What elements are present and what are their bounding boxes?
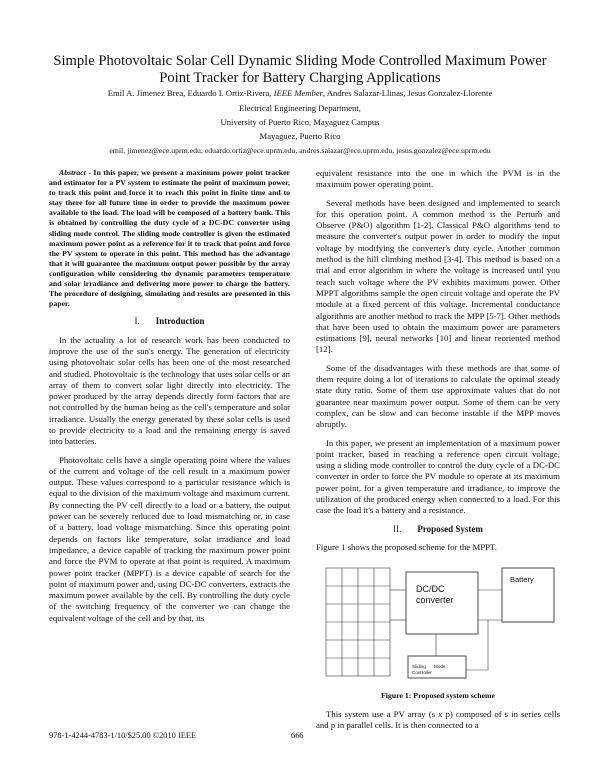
figure-intro: Figure 1 shows the proposed scheme for the MPPT. — [316, 541, 497, 552]
paragraph: Photovoltaic cells have a single operating point where the values of the current and voltage of the cell result in a maximum power output. These values correspond to a particular resistance which is equal to the division of the maximum voltage and maximum current. By connecting the PV cell directly to a load or a battery, the output power can be severely reduced due to load mismatching or, in case of a battery, load voltage mismatching. Since this operating point depends on factors like temperature, solar irradiance and load impedance, a device capable of tracking the maximum power point and force the PVM to operate at that point is required. A maximum power point tracker (MPPT) is a device capable of search for the point of maximum power and, using DC-DC converters, extracts the maximum power available by the cell. By controlling the duty cycle of the switching frequency of the converter we can change the equivalent voltage of the cell and by that, its — [49, 454, 290, 623]
pv-array — [326, 568, 390, 676]
paragraph: equivalent resistance into the one in which the PVM is in the maximum power operating point. — [316, 168, 560, 190]
abstract-text: - In this paper, we present a maximum power point tracker and estimator for a PV system to estimate the point of maximum power, to track this point and force it to reach this point in finite time and to stay there for all future time in order to provide the maximum power available to the load. The load will be composed of a battery bank. This is obtained by controlling the duty cycle of a DC-DC converter using sliding mode control. The sliding mode controller is given the estimated maximum power point as a reference for it to track that point and force the PV system to operate in this point. This method has the advantage that it will guarantee the maximum output power possible by the array configuration while considering the dynamic parameters temperature and solar irradiance and delivering more power to charge the battery. The procedure of designing, simulating and results are presented in this paper. — [49, 168, 290, 309]
page-number: 666 — [291, 731, 304, 740]
footer-isbn: 978-1-4244-4783-1/10/$25.00 ©2010 IEEE — [49, 731, 197, 740]
battery-label: Battery — [510, 575, 534, 585]
paper-title: Simple Photovoltaic Solar Cell Dynamic Sliding Mode Controlled Maximum Power Point Tracker for Battery Charging Applications — [53, 53, 547, 86]
paragraph: Several methods have been designed and implemented to search for this operation point. A common method is the Perturb and Observe (P&O) algorithm [1-2]. Classical P&O algorithms tend to measure the converter's output power in order to modify the input voltage by modifying the converter's duty cycle. Another common method is the hill climbing method [3-4]. This method is based on a trial and error algorithm in where the voltage is increased until you reach such voltage where the PV exhibits maximum power. Other MPPT algorithms sample the open circuit voltage and operate the PV module at a fixed percent of this voltage. Incremental conductance algorithms are another method to track the MPP [5-7]. Other methods that have been used to obtain the maximum power are parameters estimations [9], neural networks [10] and linear reoriented method [12]. — [316, 197, 560, 355]
authors-part1: Emil A. Jimenez Brea, Eduardo I. Ortiz-Rivera, — [107, 88, 274, 98]
paragraph: In this paper, we present an implementation of a maximum power point tracker, based in reaching a reference open circuit voltage, using a sliding mode controller to control the duty cycle of a DC-DC converter in order to force the PV module to operate at its maximum power point, for a given temperature and irradiance, to improve the utilization of the produced energy when connected to a load. For this case the load it's a battery and a resistance. — [316, 437, 560, 516]
section-heading-proposed-system — [316, 524, 560, 535]
affiliation-city: Mayaguez, Puerto Rico — [259, 131, 341, 141]
affiliation-univ: University of Puerto Rico, Mayaguez Campus — [220, 117, 380, 127]
right-column — [316, 168, 560, 738]
paragraph: Some of the disadvantages with these methods are that some of them require doing a lot of iterations to calculate the optimal steady state duty ratio. Some of them use approximate values that do not guarantee near maximum power output. Some of them can be very complex, can be slow and can become instable if the MPP moves abruptly. — [316, 362, 560, 430]
smc-label-2: Mode — [434, 664, 446, 670]
paragraph: This system use a PV array (s x p) composed of s in series cells and p in parallel cells. It is then connected to a — [316, 708, 560, 730]
smc-label-1: Sliding — [412, 664, 426, 670]
system-scheme-diagram — [316, 560, 560, 684]
author-role: IEEE Member — [273, 88, 323, 98]
figure-1 — [316, 560, 560, 684]
section-title: Proposed System — [417, 523, 483, 534]
section-number: II. — [393, 523, 402, 534]
converter-label-2: converter — [416, 595, 454, 606]
authors — [40, 88, 560, 99]
section-heading-introduction — [49, 316, 290, 327]
figure-caption: Figure 1: Proposed system scheme — [380, 691, 496, 701]
smc-label-3: Controller — [412, 670, 432, 676]
author-emails: emil. jimenez@ece.uprm.edu, eduardo.ortiz@ece.uprm.edu, andres.salazar@ece.uprm.edu, jesus.gonzalez@ece.uprm.edu — [109, 146, 491, 155]
section-title: Introduction — [155, 316, 205, 327]
authors-part2: , Andres Salazar-Llinas, Jesus Gonzalez-Llorente — [323, 88, 493, 98]
section-number: I. — [134, 316, 140, 327]
converter-label-1: DC/DC — [416, 584, 445, 595]
left-column — [49, 168, 290, 631]
affiliation-dept: Electrical Engineering Department, — [239, 103, 361, 113]
abstract-label: Abstract — [59, 168, 86, 177]
abstract — [49, 168, 290, 309]
paragraph: In the actuality a lot of research work has been conducted to improve the use of the sun's energy. The generation of electricity using photovoltaic solar cells has been one of the most researched and studied. Photovoltaic is the technology that uses solar cells or an array of them to convert solar light directly into electricity. The power produced by the array depends directly form factors that are not controlled by the human being as the cell's temperature and solar irradiance. Usually the energy generated by these solar cells is used to provide electricity to a load and the remaining energy is saved into batteries. — [49, 334, 290, 447]
